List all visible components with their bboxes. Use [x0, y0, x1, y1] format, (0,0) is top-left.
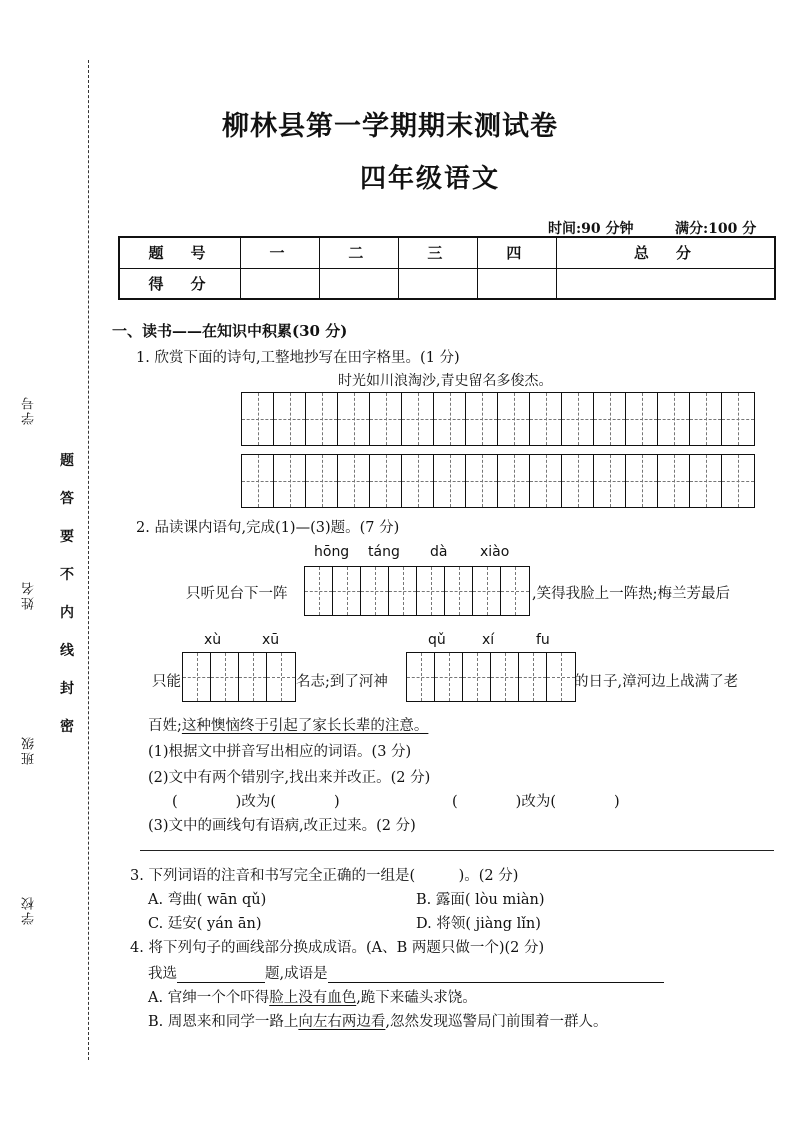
- time-limit: 时间:90 分钟: [548, 221, 634, 237]
- seal-line: [88, 60, 90, 1060]
- table-header-cell: 四: [477, 237, 556, 268]
- sub-question-2: (2)文中有两个错别字,找出来并改正。(2 分): [148, 770, 431, 786]
- pinyin: táng: [368, 544, 400, 560]
- pinyin: xū: [262, 632, 280, 648]
- table-header-cell: 二: [319, 237, 398, 268]
- pinyin: xí: [482, 632, 495, 648]
- seal-char: 题: [60, 453, 74, 469]
- full-score: 满分:100 分: [675, 221, 757, 237]
- poem-line: 时光如川浪淘沙,青史留名多俊杰。: [338, 373, 553, 389]
- idiom-label: 题,成语是: [265, 966, 328, 982]
- sub-question-3: (3)文中的画线句有语病,改正过来。(2 分): [148, 818, 416, 834]
- passage-text: 百姓;: [148, 718, 182, 734]
- score-table: [118, 236, 776, 300]
- seal-char: 不: [60, 567, 74, 583]
- choose-label: 我选: [148, 966, 177, 982]
- pinyin: xù: [204, 632, 222, 648]
- pinyin: xiào: [480, 544, 510, 560]
- underlined-phrase: 脸上没有血色: [269, 990, 357, 1006]
- seal-char: 线: [60, 643, 74, 659]
- option-c[interactable]: C. 廷安( yán ān): [148, 916, 262, 932]
- passage-text: ,笑得我脸上一阵热;梅兰芳最后: [532, 586, 730, 602]
- answer-line[interactable]: [140, 850, 774, 851]
- passage-text: 只听见台下一阵: [186, 586, 288, 602]
- pinyin: hōng: [314, 544, 350, 560]
- pinyin: dà: [430, 544, 448, 560]
- sentence-text: ,跪下来磕头求饶。: [356, 990, 477, 1006]
- question-3-prompt: 3. 下列词语的注音和书写完全正确的一组是( )。(2 分): [130, 868, 519, 884]
- score-cell[interactable]: [241, 268, 320, 299]
- passage-text: 名志;到了河神: [296, 674, 388, 690]
- table-row-label: 得 分: [119, 268, 241, 299]
- seal-char: 要: [60, 529, 74, 545]
- sentence-b: [148, 1010, 607, 1031]
- sentence-text: B. 周恩来和同学一路上: [148, 1014, 299, 1030]
- underlined-sentence: 这种懊恼终于引起了家长长辈的注意。: [181, 718, 429, 734]
- passage-text: 的日子,漳河边上战满了老: [574, 674, 739, 690]
- name-label: 姓名: [22, 580, 37, 610]
- underlined-phrase: 向左右两边看: [298, 1014, 386, 1030]
- option-a[interactable]: A. 弯曲( wān qǔ): [148, 892, 267, 908]
- table-header-cell: 题 号: [119, 237, 241, 268]
- table-header-cell: 一: [241, 237, 320, 268]
- table-header-cell: 三: [398, 237, 477, 268]
- exam-subtitle: 四年级语文: [360, 164, 501, 194]
- passage-text: 只能: [152, 674, 181, 690]
- choice-blank[interactable]: [177, 966, 265, 983]
- seal-char: 封: [60, 681, 74, 697]
- seal-char: 内: [60, 605, 74, 621]
- pinyin: qǔ: [428, 632, 446, 648]
- option-d[interactable]: D. 将领( jiàng lǐn): [416, 916, 541, 932]
- question-1-prompt: 1. 欣赏下面的诗句,工整地抄写在田字格里。(1 分): [136, 350, 460, 366]
- seal-char: 密: [60, 719, 74, 735]
- option-b[interactable]: B. 露面( lòu miàn): [416, 892, 545, 908]
- score-cell[interactable]: [556, 268, 775, 299]
- choose-line: [148, 962, 664, 983]
- question-2-prompt: 2. 品读课内语句,完成(1)—(3)题。(7 分): [136, 520, 400, 536]
- tianzige-row[interactable]: [241, 454, 755, 508]
- table-header-cell: 总 分: [556, 237, 775, 268]
- sentence-text: ,忽然发现巡警局门前围着一群人。: [385, 1014, 608, 1030]
- tianzige-row[interactable]: [241, 392, 755, 446]
- school-label: 学校: [22, 895, 37, 925]
- idiom-blank[interactable]: [328, 966, 664, 983]
- sentence-text: A. 官绅一个个吓得: [148, 990, 270, 1006]
- fix-answer-a[interactable]: ( )改为( ): [172, 794, 340, 810]
- seal-char: 答: [60, 491, 74, 507]
- section-heading: 一、读书——在知识中积累(30 分): [112, 322, 348, 340]
- exam-title: 柳林县第一学期期末测试卷: [222, 111, 558, 142]
- score-cell[interactable]: [319, 268, 398, 299]
- student-id-label: 学号: [22, 395, 37, 425]
- word-box-hongtangdaxiao[interactable]: [304, 566, 530, 616]
- binding-margin: [0, 0, 100, 1124]
- question-4-prompt: 4. 将下列句子的画线部分换成成语。(A、B 两题只做一个)(2 分): [130, 940, 545, 956]
- sub-question-1: (1)根据文中拼音写出相应的词语。(3 分): [148, 744, 412, 760]
- pinyin: fu: [536, 632, 550, 648]
- score-cell[interactable]: [398, 268, 477, 299]
- passage-text: [148, 714, 428, 735]
- fix-answer-b[interactable]: ( )改为( ): [452, 794, 620, 810]
- class-label: 班级: [22, 735, 37, 765]
- sentence-a: [148, 986, 477, 1007]
- score-cell[interactable]: [477, 268, 556, 299]
- word-box-xuxu[interactable]: [182, 652, 296, 702]
- word-box-quxifu[interactable]: [406, 652, 576, 702]
